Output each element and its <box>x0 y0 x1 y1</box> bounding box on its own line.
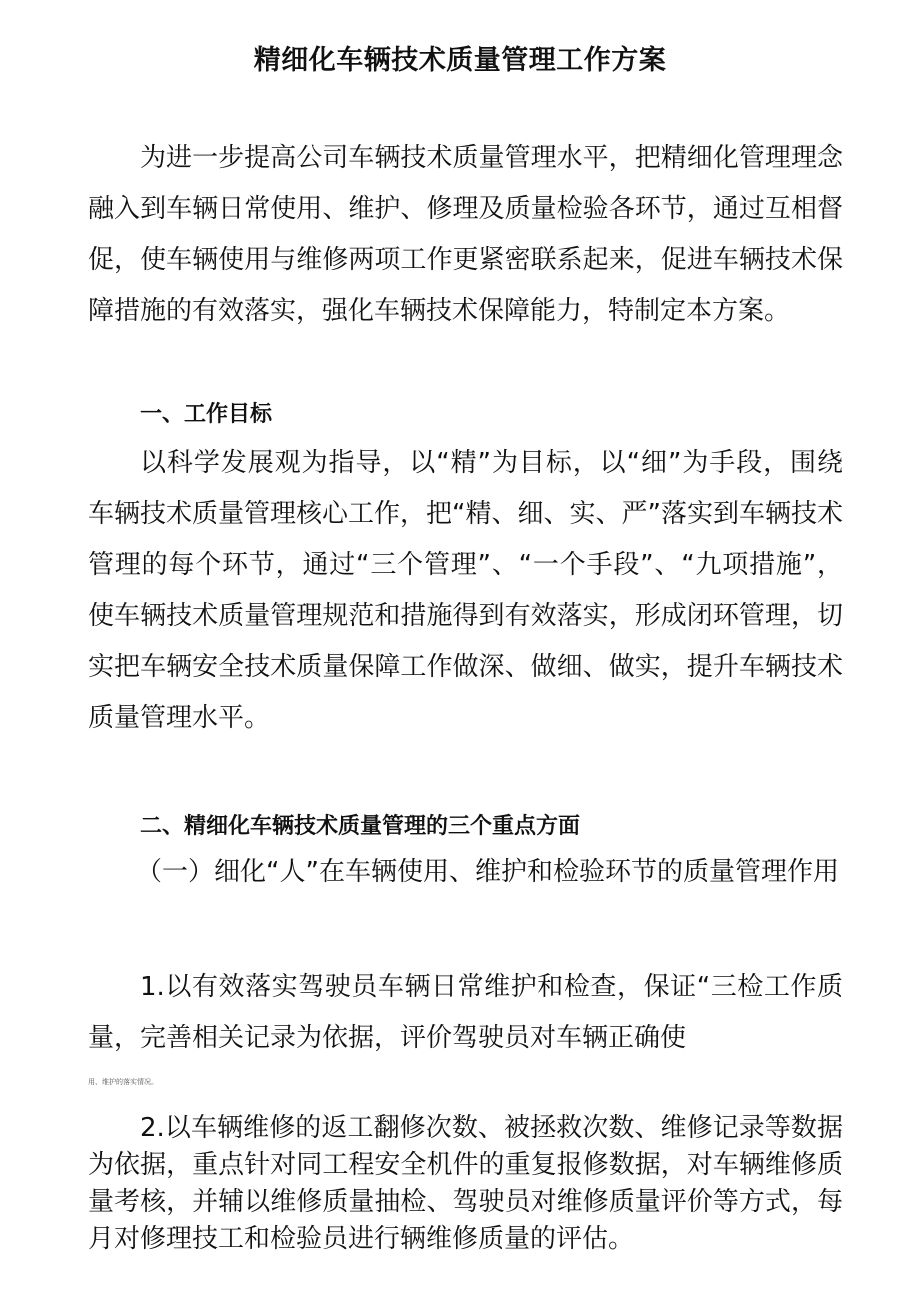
item-1-paragraph: 1.以有效落实驾驶员车辆日常维护和检查，保证“三检工作质量，完善相关记录为依据，评价驾驶员对车辆正确使 <box>88 972 843 1053</box>
section-heading-goals: 一、工作目标 <box>140 402 273 427</box>
item-2-paragraph: 2.以车辆维修的返工翻修次数、被拯救次数、维修记录等数据为依据，重点针对同工程安全机件的重复报修数据，对车辆维修质量考核，并辅以维修质量抽检、驾驶员对维修质量评价等方式，每月对修理技工和检验员进行辆维修质量的评估。 <box>88 1113 843 1254</box>
item-1-tail-note: 用、维护的落实情况。 <box>88 1078 158 1086</box>
document-title: 精细化车辆技术质量管理工作方案 <box>253 45 667 76</box>
section-heading-key-aspects: 二、精细化车辆技术质量管理的三个重点方面 <box>140 814 581 839</box>
intro-paragraph: 为进一步提高公司车辆技术质量管理水平，把精细化管理理念融入到车辆日常使用、维护、修理及质量检验各环节，通过互相督促，使车辆使用与维修两项工作更紧密联系起来，促进车辆技术保障措施的有效落实，强化车辆技术保障能力，特制定本方案。 <box>88 143 843 326</box>
goals-paragraph: 以科学发展观为指导，以“精”为目标，以“细”为手段，围绕车辆技术质量管理核心工作，把“精、细、实、严”落实到车辆技术管理的每个环节，通过“三个管理”、“一个手段”、“九项措施”，使车辆技术质量管理规范和措施得到有效落实，形成闭环管理，切实把车辆安全技术质量保障工作做深、做细、做实，提升车辆技术质量管理水平。 <box>88 448 843 733</box>
subsection-heading-people: （一）细化“人”在车辆使用、维护和检验环节的质量管理作用 <box>136 857 839 887</box>
